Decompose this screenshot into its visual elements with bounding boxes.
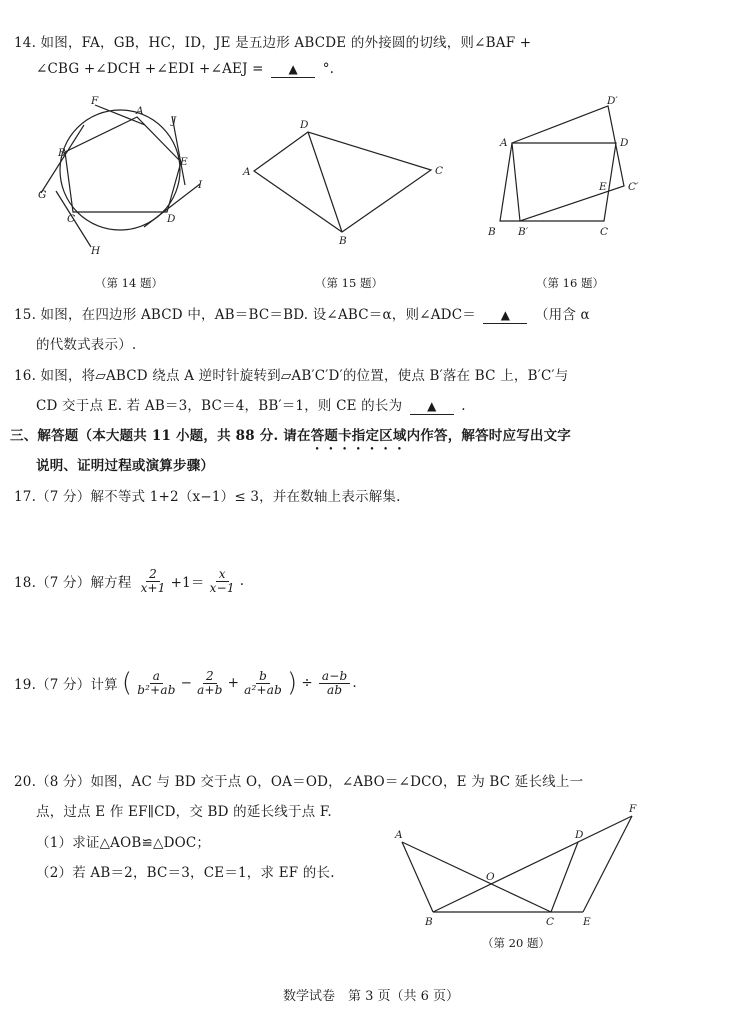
q15-line1-text: 15. 如图，在四边形 ABCD 中，AB＝BC＝BD. 设∠ABC＝α，则∠ADC＝ xyxy=(14,307,476,323)
q19-f1-numerator: a xyxy=(150,670,163,684)
q19-f4-denominator: ab xyxy=(326,682,343,697)
section3-emphasis: 答题卡指定区域 xyxy=(310,428,407,444)
page-footer: 数学试卷 第 3 页（共 6 页） xyxy=(282,989,460,1004)
q18-f1-denominator: x+1 xyxy=(140,580,166,595)
q15-line1-tail: （用含 α xyxy=(534,307,590,323)
fig20-segment-AB xyxy=(402,842,433,912)
fig20-segment-BF xyxy=(433,816,632,912)
q18-f1-numerator: 2 xyxy=(146,568,160,582)
section3-text-a: 三、解答题（本大题共 11 小题，共 88 分. 请在 xyxy=(10,428,311,444)
triangle-marker: ▲ xyxy=(500,308,511,322)
fig20-segment-AC xyxy=(402,842,551,912)
fig20-label-E: E xyxy=(583,916,591,928)
fig16-label-D-prime: D′ xyxy=(607,95,618,107)
q20-part1: （1）求证△AOB≌△DOC； xyxy=(36,835,211,851)
fig20-label-F: F xyxy=(629,803,637,815)
q17-text: 17.（7 分）解不等式 1+2（x−1）≤ 3，并在数轴上表示解集. xyxy=(14,489,401,505)
triangle-marker: ▲ xyxy=(427,399,437,413)
fig20-label-O: O xyxy=(486,871,495,883)
q18-period: . xyxy=(239,573,245,590)
q18-f2-denominator: x−1 xyxy=(209,580,235,595)
fig16-label-E: E xyxy=(599,181,607,193)
fig14-label-H: H xyxy=(91,245,101,257)
q18-prefix: 18.（7 分）解方程 xyxy=(14,575,132,592)
q19-right-paren: ) xyxy=(286,668,298,698)
fig20-label-A: A xyxy=(395,829,403,841)
q18-f2-numerator: x xyxy=(216,568,229,582)
q18-middle: +1＝ xyxy=(170,575,205,592)
q19-op3: ÷ xyxy=(301,675,313,691)
section3-text-b: 内作答，解答时应写出文字 xyxy=(406,428,571,444)
fig14-label-C: C xyxy=(67,213,76,225)
fig14-label-A: A xyxy=(136,105,144,117)
q16-line2-tail: . xyxy=(461,398,466,414)
q16-line2-text: CD 交于点 E. 若 AB＝3，BC＝4，BB′＝1，则 CE 的长为 xyxy=(36,398,403,414)
fig15-label-D: D xyxy=(300,119,309,131)
fig15-caption: （第 15 题） xyxy=(315,276,383,290)
q19-prefix: 19.（7 分）计算 xyxy=(14,677,118,693)
fig14-label-B: B xyxy=(58,147,66,159)
fig16-label-C-prime: C′ xyxy=(628,181,639,193)
fig20-label-B: B xyxy=(425,916,433,928)
q14-line1: 14. 如图，FA，GB，HC，ID，JE 是五边形 ABCDE 的外接圆的切线，则∠BAF + xyxy=(14,35,532,51)
fig16-label-B: B xyxy=(488,226,496,238)
q19-f2-numerator: 2 xyxy=(203,670,217,684)
q20-line2: 点，过点 E 作 EF∥CD，交 BD 的延长线于点 F. xyxy=(36,804,332,820)
fig20-label-C: C xyxy=(546,916,555,928)
section3-heading-line2: 说明、证明过程或演算步骤） xyxy=(36,458,215,474)
q19-op2: + xyxy=(227,675,240,691)
fig14-label-G: G xyxy=(38,189,47,201)
q19-op1: − xyxy=(180,675,193,691)
q15-line2: 的代数式表示）. xyxy=(36,337,137,353)
fig16-label-C: C xyxy=(600,226,609,238)
fig20-label-D: D xyxy=(575,829,584,841)
fig14-label-J: J xyxy=(172,115,177,127)
fig15-label-C: C xyxy=(435,165,444,177)
triangle-marker: ▲ xyxy=(288,62,298,76)
fig16-label-D: D xyxy=(620,137,629,149)
q19-f3-numerator: b xyxy=(256,670,270,684)
fig15-label-B: B xyxy=(339,235,347,247)
fig15-label-A: A xyxy=(243,166,251,178)
q14-line2-degree: °. xyxy=(322,61,335,77)
q19-f2-denominator: a+b xyxy=(197,682,223,697)
q19-f1-denominator: b²+ab xyxy=(137,682,176,697)
q19-period: . xyxy=(352,675,357,691)
q14-line2-text: ∠CBG +∠DCH +∠EDI +∠AEJ = xyxy=(36,61,264,77)
q20-part2: （2）若 AB＝2，BC＝3，CE＝1，求 EF 的长. xyxy=(36,865,335,881)
fig14-label-I: I xyxy=(198,179,203,191)
q19-f4-numerator: a−b xyxy=(319,670,351,684)
q19-f3-denominator: a²+ab xyxy=(244,682,282,697)
fig14-label-F: F xyxy=(91,95,99,107)
fig20-segment-EF xyxy=(583,816,632,912)
q20-line1: 20.（8 分）如图，AC 与 BD 交于点 O，OA＝OD，∠ABO＝∠DCO，E 为 BC 延长线上一 xyxy=(14,774,584,790)
fig14-label-D: D xyxy=(167,213,176,225)
q16-line1: 16. 如图，将▱ABCD 绕点 A 逆时针旋转到▱AB′C′D′的位置，使点 B′落在 BC 上，B′C′与 xyxy=(14,368,569,384)
fig16-caption: （第 16 题） xyxy=(536,276,604,290)
fig16-label-B-prime: B′ xyxy=(518,226,529,238)
q19-left-paren: ( xyxy=(121,668,133,698)
fig16-label-A: A xyxy=(500,137,508,149)
fig20-caption: （第 20 题） xyxy=(482,936,550,950)
fig14-label-E: E xyxy=(180,156,188,168)
fig14-caption: （第 14 题） xyxy=(95,276,163,290)
